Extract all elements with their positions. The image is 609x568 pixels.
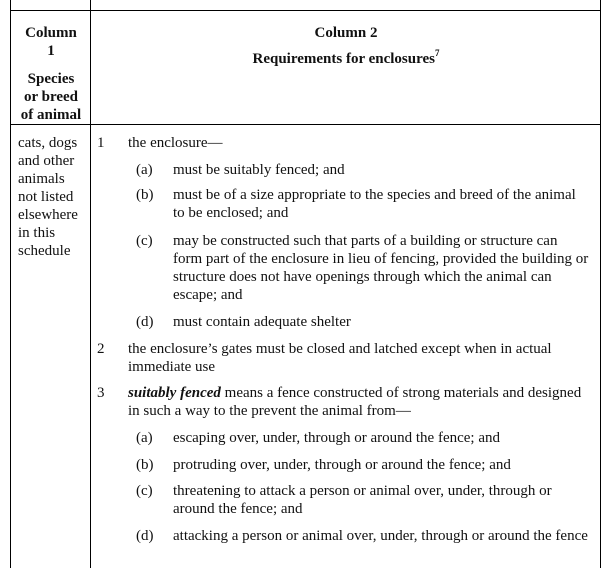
- requirement-2-text: the enclosure’s gates must be closed and latched except when in actual immediate use: [128, 341, 552, 375]
- column-2-caption: [92, 50, 600, 68]
- requirement-1c-label: (c): [136, 233, 153, 249]
- column-1-number: 1: [47, 43, 55, 59]
- column-1-caption-line: of animal: [20, 107, 82, 123]
- species-line: animals: [18, 171, 65, 187]
- requirement-1d-text: must contain adequate shelter: [173, 314, 351, 330]
- species-line: and other: [18, 153, 75, 169]
- species-line: schedule: [18, 243, 71, 259]
- requirement-1c-text: may be constructed such that parts of a building or structure can form part of the enclosure in lieu of fencing, provided the building or structure does not have openings through which the animal can escape; and: [173, 233, 589, 303]
- column-2-caption-text: Requirements for enclosures: [252, 51, 435, 67]
- header-bottom-border: [10, 124, 600, 125]
- footnote-marker[interactable]: 7: [434, 48, 440, 58]
- table-left-border: [10, 0, 11, 568]
- requirement-3d-label: (d): [136, 528, 154, 544]
- requirement-1d-label: (d): [136, 314, 154, 330]
- defined-term: suitably fenced: [128, 385, 221, 401]
- table-right-border: [600, 0, 601, 568]
- requirement-3a-text: escaping over, under, through or around the fence; and: [173, 430, 501, 446]
- species-line: not listed: [18, 189, 74, 205]
- requirement-3b-label: (b): [136, 457, 154, 473]
- column-1-header: [12, 24, 90, 60]
- requirement-3b-text: protruding over, under, through or around the fence; and: [173, 457, 511, 473]
- requirement-3d-text: attacking a person or animal over, under, through or around the fence: [173, 528, 588, 544]
- column-1-caption-line: Species: [27, 71, 75, 87]
- species-line: cats, dogs: [18, 135, 78, 151]
- column-1-caption-line: or breed: [23, 89, 79, 105]
- requirement-1-text: the enclosure—: [128, 135, 223, 151]
- column-1-title: Column: [25, 25, 77, 41]
- requirement-1a-text: must be suitably fenced; and: [173, 162, 345, 178]
- requirement-3-text: [128, 384, 588, 420]
- requirement-1b-text: must be of a size appropriate to the species and breed of the animal to be enclosed; and: [173, 187, 576, 221]
- column-2-title: Column 2: [314, 25, 378, 41]
- requirement-3c-text: threatening to attack a person or animal over, under, through or around the fence; and: [173, 483, 552, 517]
- requirement-3a-label: (a): [136, 430, 153, 446]
- column-1-subheader: [12, 70, 90, 124]
- definition-text: means a fence constructed of strong materials and designed in such a way to the prevent the animal from—: [128, 385, 582, 419]
- requirement-1-number: 1: [97, 135, 105, 151]
- requirement-2-number: 2: [97, 341, 105, 357]
- table-top-border: [10, 10, 600, 11]
- requirement-1b-label: (b): [136, 187, 154, 203]
- requirement-3-number: 3: [97, 385, 105, 401]
- requirement-3c-label: (c): [136, 483, 153, 499]
- column-divider: [90, 0, 91, 568]
- species-line: in this: [18, 225, 56, 241]
- requirement-1a-label: (a): [136, 162, 153, 178]
- species-cell: [18, 134, 90, 260]
- species-line: elsewhere: [18, 207, 78, 223]
